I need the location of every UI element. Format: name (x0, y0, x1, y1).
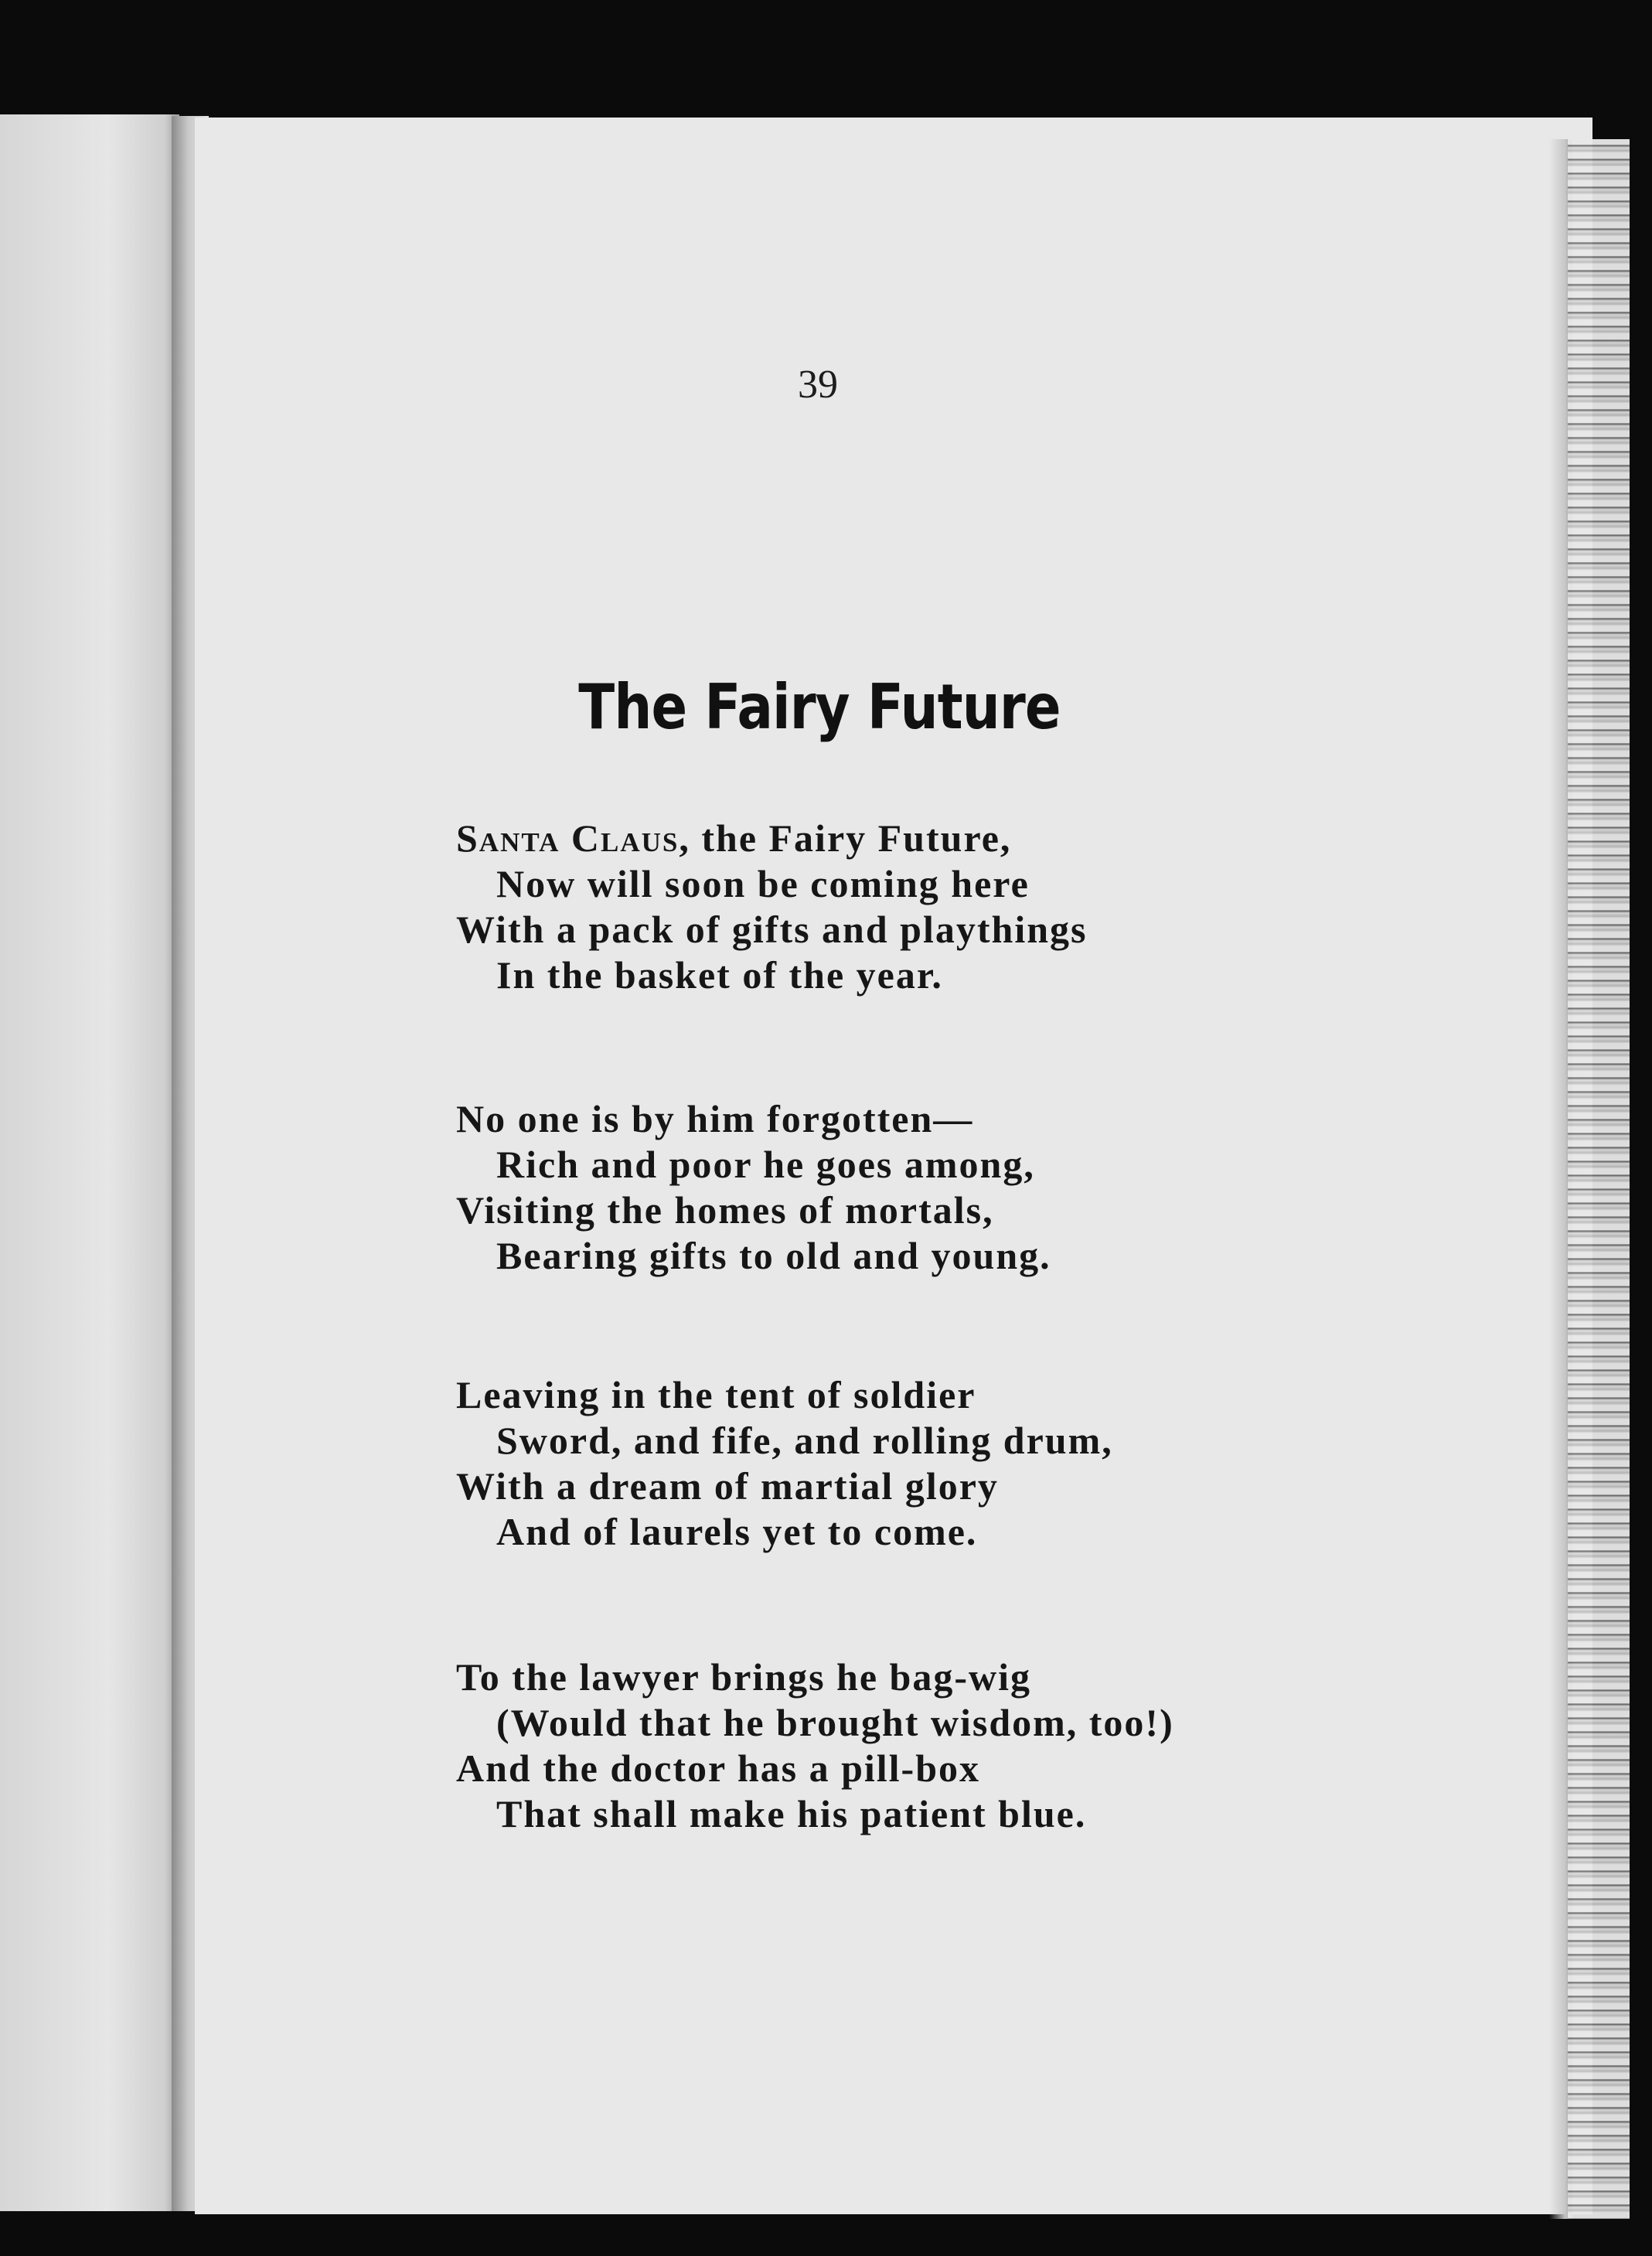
poem-line-text: , the Fairy Future, (679, 816, 1012, 860)
poem-line: To the lawyer brings he bag-wig (456, 1655, 1032, 1699)
stanza-2 (456, 1096, 1245, 1279)
poem-line: (Would that he brought wisdom, too!) (496, 1701, 1174, 1744)
stanza-3 (456, 1372, 1245, 1555)
stanza-1 (456, 816, 1245, 998)
poem-line: Sword, and fife, and rolling drum, (496, 1419, 1113, 1462)
page-number: 39 (798, 363, 838, 407)
poem-title: The Fairy Future (578, 671, 1061, 743)
opening-small-caps: Santa Claus (456, 816, 680, 860)
page-edge (1568, 139, 1630, 2219)
poem-line: No one is by him forgotten— (456, 1097, 974, 1140)
poem-line: Now will soon be coming here (496, 862, 1030, 905)
poem-line: Bearing gifts to old and young. (496, 1234, 1051, 1277)
poem-line: And the doctor has a pill-box (456, 1747, 981, 1790)
facing-page (0, 114, 179, 2211)
poem-line: With a pack of gifts and playthings (456, 908, 1088, 951)
poem-line: With a dream of martial glory (456, 1464, 999, 1508)
poem-line: And of laurels yet to come. (496, 1510, 978, 1553)
poem-line: That shall make his patient blue. (496, 1792, 1087, 1835)
poem-line: In the basket of the year. (496, 953, 943, 997)
poem-line: Rich and poor he goes among, (496, 1143, 1035, 1186)
poem-line: Visiting the homes of mortals, (456, 1188, 994, 1232)
poem-line (456, 816, 1245, 861)
poem-line: Leaving in the tent of soldier (456, 1373, 976, 1416)
stanza-4 (456, 1655, 1245, 1837)
